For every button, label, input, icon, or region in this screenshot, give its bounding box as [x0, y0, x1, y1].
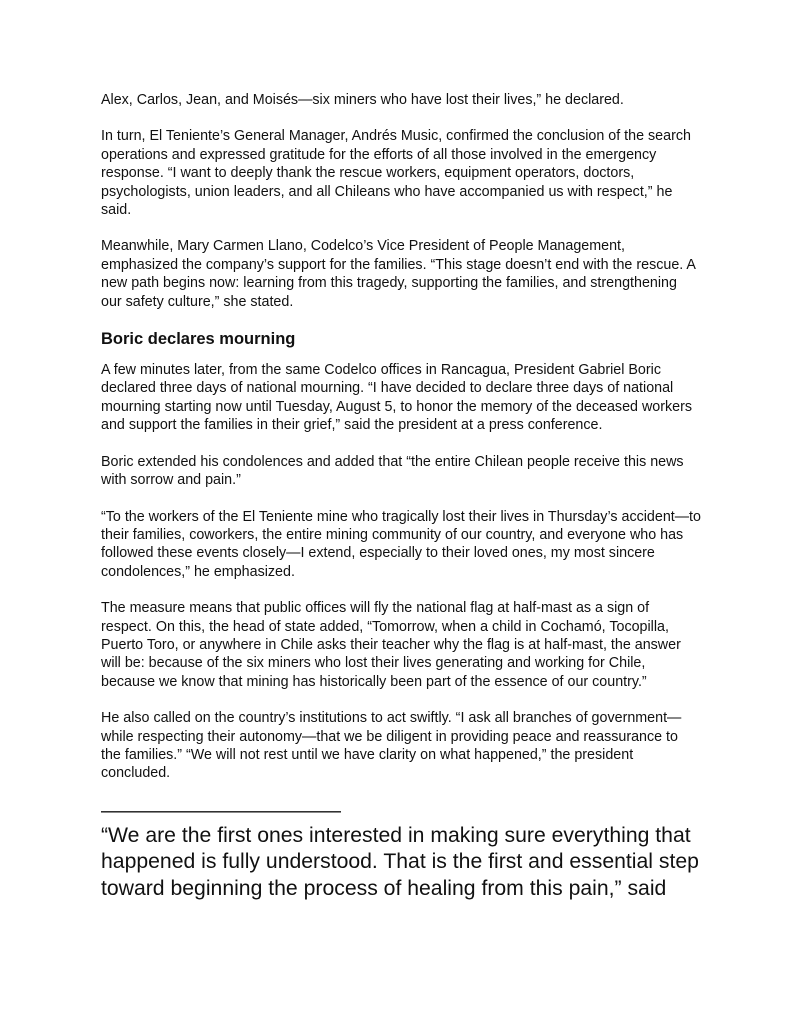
pull-quote: “We are the first ones interested in making sure everything that happened is fully understood. That is the first and essential step toward beginning the process of healing from this pain,” said [101, 823, 699, 900]
paragraph-vice-president: Meanwhile, Mary Carmen Llano, Codelco’s Vice President of People Management, emphasized the company’s support for the families. “This stage doesn’t end with the rescue. A new path begins now: learning from this tragedy, supporting the families, and strengthening our safety culture,” she stated. [101, 238, 696, 310]
paragraph-condolences: Boric extended his condolences and added that “the entire Chilean people receive this news with sorrow and pain.” [101, 453, 684, 489]
section-heading: Boric declares mourning [101, 330, 296, 349]
paragraph-half-mast: The measure means that public offices will fly the national flag at half-mast as a sign of respect. On this, the head of state added, “Tomorrow, when a child in Cochamó, Tocopilla, Puerto Toro, or anywhere in Chile asks their teacher why the flag is at half-mast, the answer will be: because of the six miners who lost their lives generating and working for Chile, because we know that mining has historically been part of the essence of our country.” [101, 600, 681, 690]
paragraph-institutions: He also called on the country’s institutions to act swiftly. “I ask all branches of government—while respecting their autonomy—that we be diligent in providing peace and reassurance to the families.” “We will not rest until we have clarity on what happened,” the president concluded. [101, 710, 682, 782]
dash-divider: ———————————— [101, 799, 341, 822]
paragraph-national-mourning: A few minutes later, from the same Codelco offices in Rancagua, President Gabriel Boric declared three days of national mourning. “I have decided to declare three days of national mourning starting now until Tuesday, August 5, to honor the memory of the deceased workers and support the families in their grief,” said the president at a press conference. [101, 362, 692, 434]
paragraph-miners-declared: Alex, Carlos, Jean, and Moisés—six miners who have lost their lives,” he declared. [101, 92, 624, 108]
paragraph-general-manager: In turn, El Teniente’s General Manager, Andrés Music, confirmed the conclusion of the search operations and expressed gratitude for the efforts of all those involved in the emergency response. “I want to deeply thank the rescue workers, equipment operators, doctors, psychologists, union leaders, and all Chileans who have accompanied us with respect,” he said. [101, 128, 691, 219]
paragraph-workers-quote: “To the workers of the El Teniente mine who tragically lost their lives in Thursday’s accident—to their families, coworkers, the entire mining community of our country, and everyone who has followed these events closely—I extend, especially to their loved ones, my most sincere condolences,” he emphasized. [101, 508, 701, 580]
document-page [101, 91, 701, 902]
